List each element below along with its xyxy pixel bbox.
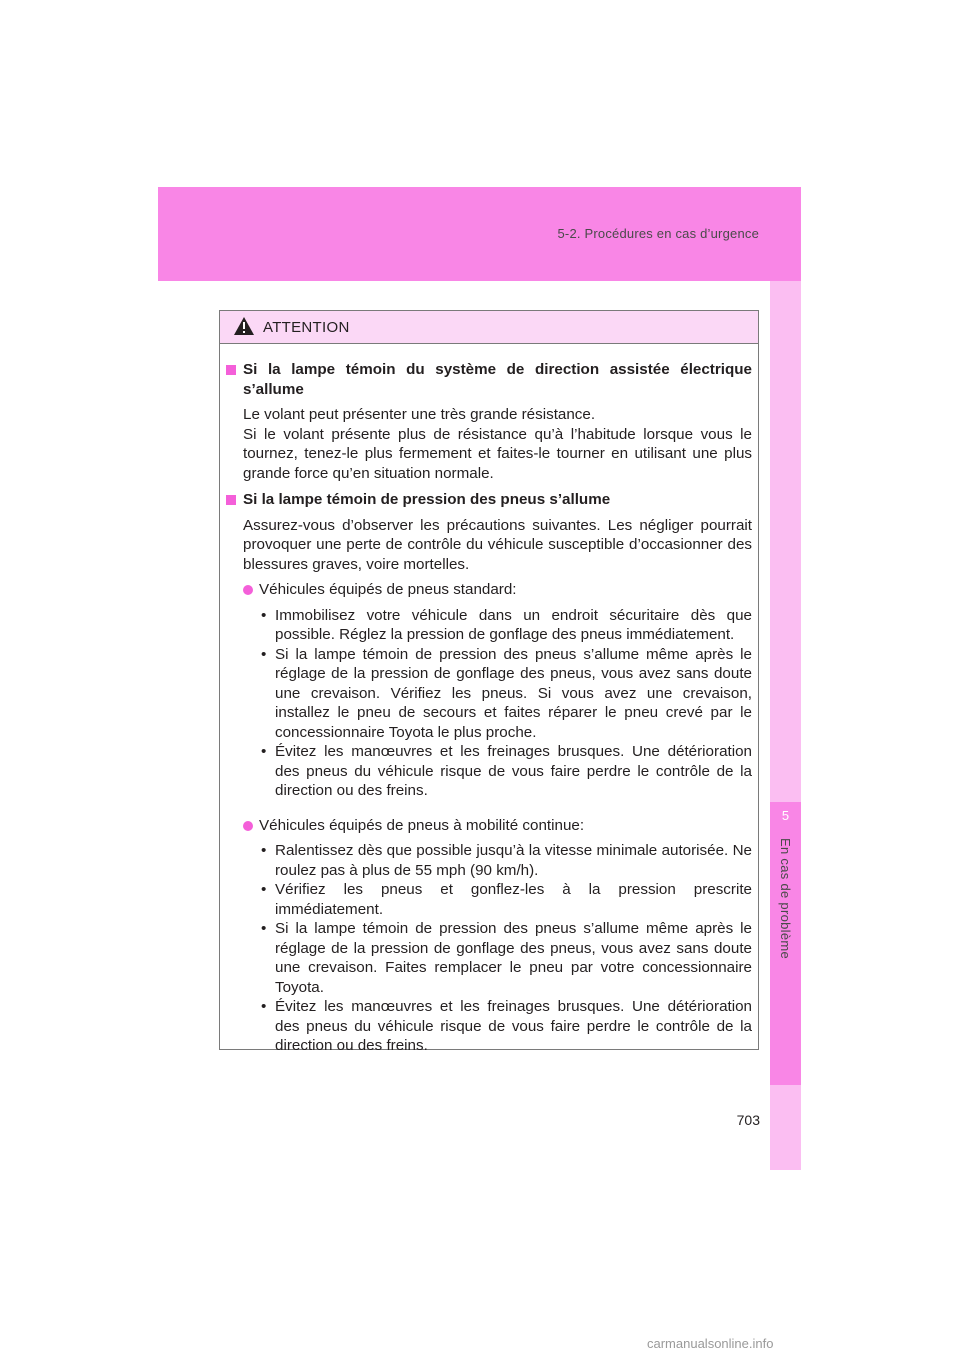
page-number: 703 [736,1112,760,1128]
header-band [158,187,801,281]
list-item: • Vérifiez les pneus et gonflez-les à la pression prescrite immédiatement. [261,880,752,919]
paragraph: Assurez-vous d’observer les précautions suivantes. Les négliger pourrait provoquer une perte de contrôle du véhicule susceptible d’occasionner des blessures graves, voire mortelles. [243,516,752,573]
round-bullet-icon [243,821,253,831]
subsection-title: Véhicules équipés de pneus à mobilité continue: [243,816,752,836]
paragraph: Si le volant présente plus de résistance qu’à l’habitude lorsque vous le tournez, tenez-le plus fermement et faites-le tourner en utilisant une plus grande force qu’en situation normale. [243,425,752,482]
square-bullet-icon [226,495,236,505]
warning-triangle-icon [233,316,255,336]
section-heading: Si la lampe témoin de pression des pneus s’allume [243,491,611,508]
list-item: • Ralentissez dès que possible jusqu’à la vitesse minimale autorisée. Ne roulez pas à plus de 55 mph (90 km/h). [261,841,752,880]
watermark: carmanualsonline.info [647,1336,774,1351]
warning-box [219,310,759,1055]
side-tab-strip [770,281,801,1170]
chapter-title: En cas de problème [778,838,793,960]
chapter-number: 5 [781,808,790,823]
chapter-tab[interactable] [770,802,801,1085]
list-item: • Si la lampe témoin de pression des pneus s’allume même après le réglage de la pression de gonflage des pneus, vous avez sans doute une crevaison. Faites remplacer le pneu par votre concessionnaire Toyota. [261,919,752,997]
section-title: 5-2. Procédures en cas d’urgence [557,226,759,241]
square-bullet-icon [226,365,236,375]
list-item: • Immobilisez votre véhicule dans un endroit sécuritaire dès que possible. Réglez la pression de gonflage des pneus immédiatement. [261,606,752,645]
section-eps [225,360,752,483]
list-item: • Évitez les manœuvres et les freinages brusques. Une détérioration des pneus du véhicule risque de vous faire perdre le contrôle de la direction ou des freins. [261,742,752,801]
section-heading: Si la lampe témoin du système de direction assistée électrique s’allume [243,361,752,398]
section-tpms [225,490,752,1056]
paragraph: Le volant peut présenter une très grande résistance. [243,406,596,423]
subsection-title: Véhicules équipés de pneus standard: [243,580,752,600]
bullet-list [261,606,752,801]
bullet-list [261,841,752,1056]
list-item: • Évitez les manœuvres et les freinages brusques. Une détérioration des pneus du véhicule risque de vous faire perdre le contrôle de la direction ou des freins. [261,997,752,1056]
warning-header [220,311,758,344]
list-item: • Si la lampe témoin de pression des pneus s’allume même après le réglage de la pression de gonflage des pneus, vous avez sans doute une crevaison. Vérifiez les pneus. Si vous avez une crevaison, installez le pneu de secours et faites réparer le pneu crevé par le concessionnaire Toyota le plus proche. [261,645,752,743]
warning-title: ATTENTION [263,319,350,336]
round-bullet-icon [243,585,253,595]
warning-body [220,344,758,1056]
